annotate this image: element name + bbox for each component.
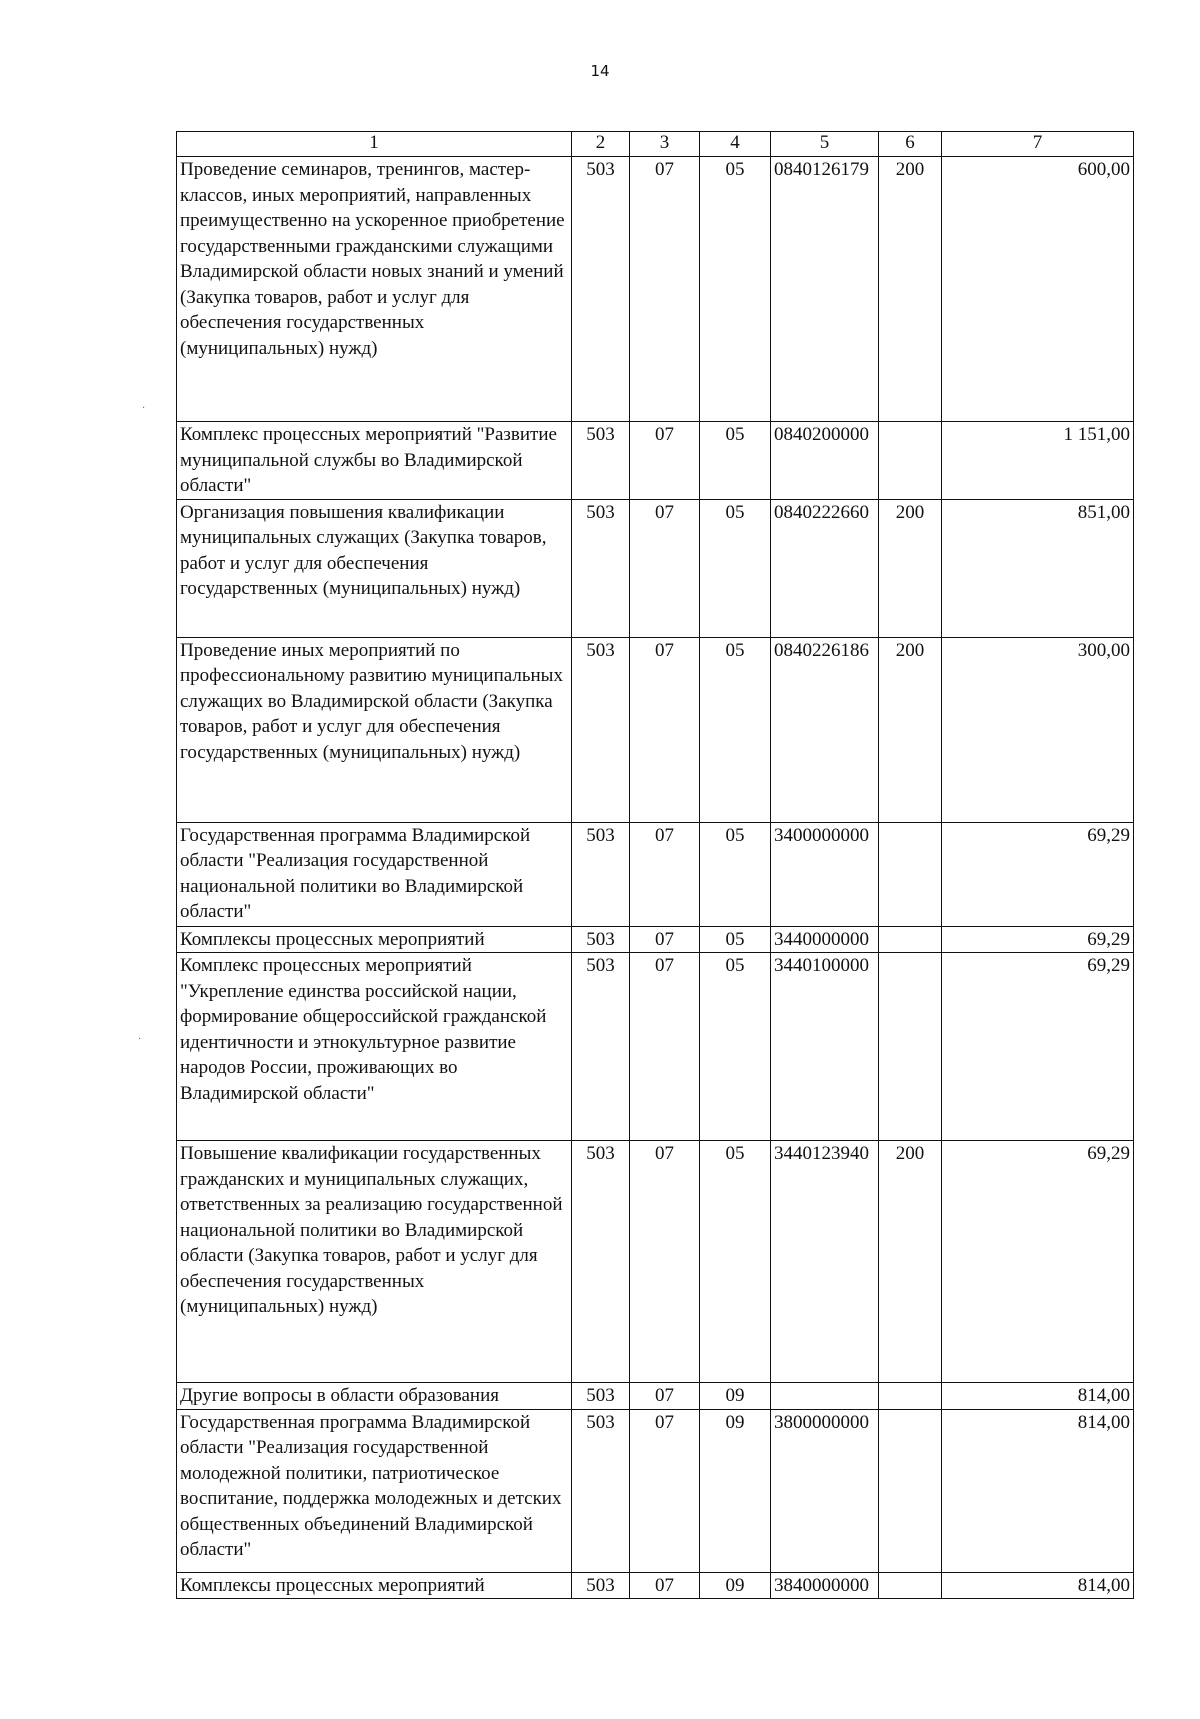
row-target: 0840200000 — [771, 422, 879, 500]
row-code: 503 — [572, 422, 630, 500]
row-subsection: 05 — [700, 1141, 771, 1383]
row-target: 3440000000 — [771, 926, 879, 953]
row-amount: 1 151,00 — [942, 422, 1134, 500]
row-subsection: 05 — [700, 422, 771, 500]
table-row — [177, 157, 1134, 422]
row-subsection: 05 — [700, 822, 771, 926]
table-row — [177, 1383, 1134, 1410]
row-amount: 851,00 — [942, 499, 1134, 637]
column-header: 1 — [177, 132, 572, 157]
row-section: 07 — [630, 422, 700, 500]
row-name: Организация повышения квалификации муниципальных служащих (Закупка товаров, работ и услуг для обеспечения государственных (муниципальных) нужд) — [177, 499, 572, 637]
row-expense-type — [879, 1383, 942, 1410]
row-code: 503 — [572, 822, 630, 926]
scan-speck: · — [138, 1034, 142, 1045]
row-subsection: 09 — [700, 1409, 771, 1572]
row-amount: 69,29 — [942, 1141, 1134, 1383]
row-section: 07 — [630, 1572, 700, 1599]
row-code: 503 — [572, 1572, 630, 1599]
row-section: 07 — [630, 1383, 700, 1410]
row-subsection: 05 — [700, 499, 771, 637]
row-code: 503 — [572, 953, 630, 1141]
row-subsection: 09 — [700, 1383, 771, 1410]
row-section: 07 — [630, 157, 700, 422]
table-row — [177, 1572, 1134, 1599]
column-header: 6 — [879, 132, 942, 157]
row-code: 503 — [572, 499, 630, 637]
row-subsection: 05 — [700, 157, 771, 422]
row-section: 07 — [630, 926, 700, 953]
row-target: 0840126179 — [771, 157, 879, 422]
row-name: Комплекс процессных мероприятий "Укрепление единства российской нации, формирование общероссийской гражданской идентичности и этнокультурное развитие народов России, проживающих во Владимирской области" — [177, 953, 572, 1141]
column-header: 2 — [572, 132, 630, 157]
row-name: Другие вопросы в области образования — [177, 1383, 572, 1410]
row-name: Комплекс процессных мероприятий "Развитие муниципальной службы во Владимирской области" — [177, 422, 572, 500]
row-section: 07 — [630, 953, 700, 1141]
table-row — [177, 637, 1134, 822]
row-amount: 69,29 — [942, 953, 1134, 1141]
row-target: 3400000000 — [771, 822, 879, 926]
row-section: 07 — [630, 822, 700, 926]
column-header: 4 — [700, 132, 771, 157]
row-code: 503 — [572, 1383, 630, 1410]
row-code: 503 — [572, 1141, 630, 1383]
row-expense-type: 200 — [879, 157, 942, 422]
row-expense-type: 200 — [879, 1141, 942, 1383]
row-amount: 300,00 — [942, 637, 1134, 822]
column-header: 7 — [942, 132, 1134, 157]
row-code: 503 — [572, 926, 630, 953]
row-section: 07 — [630, 1409, 700, 1572]
row-amount: 814,00 — [942, 1409, 1134, 1572]
row-amount: 600,00 — [942, 157, 1134, 422]
row-expense-type: 200 — [879, 499, 942, 637]
table-row — [177, 822, 1134, 926]
column-header: 5 — [771, 132, 879, 157]
row-subsection: 05 — [700, 637, 771, 822]
row-target: 3840000000 — [771, 1572, 879, 1599]
row-expense-type: 200 — [879, 637, 942, 822]
row-code: 503 — [572, 1409, 630, 1572]
row-expense-type — [879, 422, 942, 500]
row-expense-type — [879, 1409, 942, 1572]
row-expense-type — [879, 926, 942, 953]
row-target: 0840222660 — [771, 499, 879, 637]
row-name: Государственная программа Владимирской области "Реализация государственной национальной политики во Владимирской области" — [177, 822, 572, 926]
row-section: 07 — [630, 637, 700, 822]
table-row — [177, 926, 1134, 953]
row-target: 3440123940 — [771, 1141, 879, 1383]
table-header-row — [177, 132, 1134, 157]
row-target: 3440100000 — [771, 953, 879, 1141]
row-name: Проведение иных мероприятий по профессиональному развитию муниципальных служащих во Владимирской области (Закупка товаров, работ и услуг для обеспечения государственных (муниципальных) нужд) — [177, 637, 572, 822]
row-expense-type — [879, 1572, 942, 1599]
table-row — [177, 499, 1134, 637]
table-row — [177, 1141, 1134, 1383]
scan-speck: · — [142, 403, 146, 414]
row-expense-type — [879, 953, 942, 1141]
row-section: 07 — [630, 1141, 700, 1383]
row-section: 07 — [630, 499, 700, 637]
row-subsection: 09 — [700, 1572, 771, 1599]
row-name: Комплексы процессных мероприятий — [177, 926, 572, 953]
table-row — [177, 1409, 1134, 1572]
row-subsection: 05 — [700, 953, 771, 1141]
row-code: 503 — [572, 637, 630, 822]
table-row — [177, 953, 1134, 1141]
column-header: 3 — [630, 132, 700, 157]
row-amount: 69,29 — [942, 926, 1134, 953]
row-amount: 814,00 — [942, 1383, 1134, 1410]
row-expense-type — [879, 822, 942, 926]
row-target — [771, 1383, 879, 1410]
row-subsection: 05 — [700, 926, 771, 953]
row-target: 3800000000 — [771, 1409, 879, 1572]
table-row — [177, 422, 1134, 500]
row-name: Повышение квалификации государственных гражданских и муниципальных служащих, ответственных за реализацию государственной национальной политики во Владимирской области (Закупка товаров, работ и услуг для обеспечения государственных (муниципальных) нужд) — [177, 1141, 572, 1383]
row-name: Государственная программа Владимирской области "Реализация государственной молодежной политики, патриотическое воспитание, поддержка молодежных и детских общественных объединений Владимирской области" — [177, 1409, 572, 1572]
row-target: 0840226186 — [771, 637, 879, 822]
budget-table — [176, 131, 1134, 1599]
row-name: Проведение семинаров, тренингов, мастер-классов, иных мероприятий, направленных преимущественно на ускоренное приобретение государственными гражданскими служащими Владимирской области новых знаний и умений (Закупка товаров, работ и услуг для обеспечения государственных (муниципальных) нужд) — [177, 157, 572, 422]
row-amount: 814,00 — [942, 1572, 1134, 1599]
page-number: 14 — [590, 62, 610, 80]
row-code: 503 — [572, 157, 630, 422]
row-name: Комплексы процессных мероприятий — [177, 1572, 572, 1599]
row-amount: 69,29 — [942, 822, 1134, 926]
